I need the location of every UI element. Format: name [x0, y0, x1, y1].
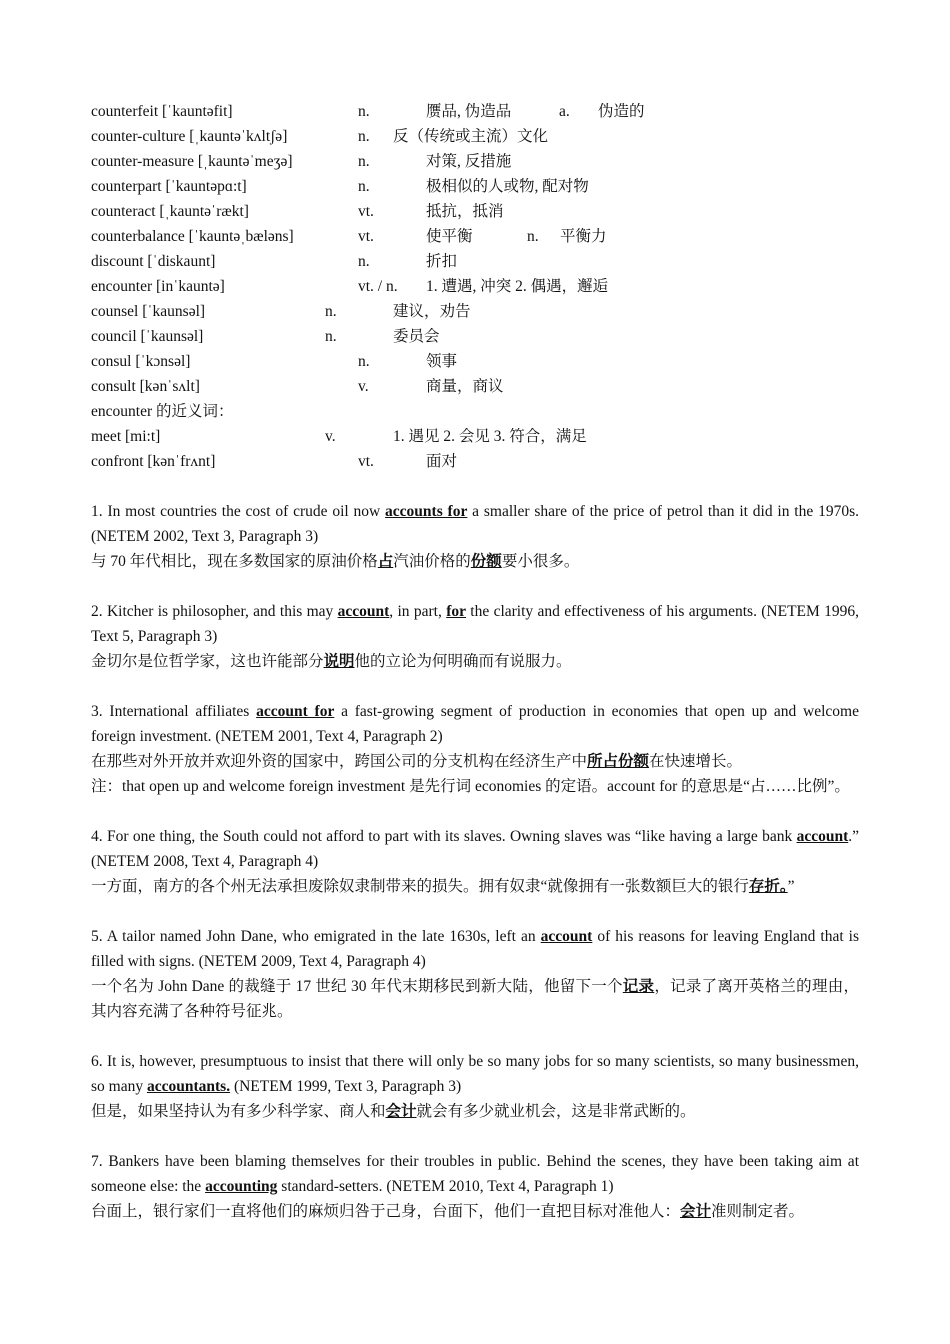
vocab-word: counterpart [ˈkauntəpɑ:t]: [91, 178, 247, 195]
vocab-word: discount [ˈdiskaunt]: [91, 253, 216, 270]
vocab-entry: [91, 449, 859, 474]
keyword: 份额: [470, 553, 502, 570]
vocab-entry: [91, 424, 859, 449]
vocab-word: counter-measure [ˌkauntəˈmeʒə]: [91, 153, 293, 170]
vocab-word: counter-culture [ˌkauntəˈkʌltʃə]: [91, 128, 288, 145]
keyword: account for: [256, 703, 335, 720]
keyword: 占: [377, 553, 394, 570]
example-7: [91, 1149, 859, 1224]
vocab-pos: n.: [325, 303, 337, 320]
example-chinese: 与 70 年代相比，现在多数国家的原油价格占汽油价格的份额要小很多。: [91, 553, 580, 570]
vocab-word: counsel [ˈkaunsəl]: [91, 303, 206, 320]
vocab-pos: n.: [358, 153, 370, 170]
vocab-pos: n.: [358, 178, 370, 195]
example-note: 注：that open up and welcome foreign investment 是先行词 economies 的定语。account for 的意思是“占……比例”。: [91, 778, 850, 795]
vocab-meaning: 1. 遭遇, 冲突 2. 偶遇，邂逅: [426, 278, 609, 295]
keyword: account: [796, 828, 849, 845]
vocab-meaning: 反（传统或主流）文化: [393, 128, 549, 145]
keyword: accountants.: [146, 1078, 231, 1095]
vocab-word: confront [kənˈfrʌnt]: [91, 453, 216, 470]
example-4: [91, 824, 859, 899]
example-chinese: 在那些对外开放并欢迎外资的国家中，跨国公司的分支机构在经济生产中所占份额在快速增长。: [91, 753, 743, 770]
keyword: 所占份额: [587, 753, 650, 770]
vocab-entry: [91, 324, 859, 349]
example-3: [91, 699, 859, 799]
vocab-pos: v.: [358, 378, 369, 395]
vocab-meaning: 极相似的人或物, 配对物: [426, 178, 589, 195]
example-english: 2. Kitcher is philosopher, and this may account, in part, for the clarity and effectiveness of his arguments. (NETEM 1996, Text 5, Paragraph 3): [91, 603, 860, 645]
vocab-pos: vt.: [358, 453, 374, 470]
keyword: account: [337, 603, 390, 620]
vocab-pos: vt. / n.: [358, 278, 398, 295]
vocab-word: consult [kənˈsʌlt]: [91, 378, 200, 395]
synonym-heading: encounter 的近义词：: [91, 403, 234, 420]
keyword: 会计: [680, 1203, 712, 1220]
keyword: accounting: [205, 1178, 278, 1195]
example-chinese: 台面上，银行家们一直将他们的麻烦归咎于己身，台面下，他们一直把目标对准他人：会计准则制定者。: [91, 1203, 805, 1220]
vocab-entry: [91, 299, 859, 324]
vocab-entry: [91, 124, 859, 149]
vocab-meaning: 商量，商议: [426, 378, 504, 395]
vocab-word: council [ˈkaunsəl]: [91, 328, 204, 345]
vocab-entry: [91, 149, 859, 174]
vocab-meaning: 建议，劝告: [393, 303, 471, 320]
keyword: account: [540, 928, 593, 945]
example-english: 6. It is, however, presumptuous to insist that there will only be so many jobs for so many scientists, so many businessmen, so many accountants. (NETEM 1999, Text 3, Paragraph 3): [91, 1053, 859, 1095]
vocab-pos: vt.: [358, 203, 374, 220]
vocab-word: meet [mi:t]: [91, 428, 161, 445]
vocab-meaning: 抵抗，抵消: [426, 203, 504, 220]
document-page: [91, 99, 859, 1224]
keyword: 存折。: [748, 878, 788, 895]
example-english: 1. In most countries the cost of crude oil now accounts for a smaller share of the price of petrol than it did in the 1970s. (NETEM 2002, Text 3, Paragraph 3): [91, 503, 859, 545]
vocabulary-list: [91, 99, 859, 474]
vocab-pos-2: a.: [559, 103, 570, 120]
vocab-heading: [91, 399, 859, 424]
vocab-meaning: 面对: [426, 453, 458, 470]
vocab-pos: n.: [358, 103, 370, 120]
keyword: for: [446, 603, 466, 620]
vocab-word: counterfeit [ˈkauntəfit]: [91, 103, 233, 120]
keyword: 记录: [622, 978, 655, 995]
vocab-meaning: 委员会: [393, 328, 440, 345]
example-1: [91, 499, 859, 574]
vocab-meaning: 折扣: [426, 253, 458, 270]
vocab-word: counteract [ˌkauntəˈrækt]: [91, 203, 249, 220]
vocab-meaning: 1. 遇见 2. 会见 3. 符合，满足: [393, 428, 587, 445]
vocab-meaning-2: 伪造的: [598, 103, 645, 120]
vocab-entry: [91, 174, 859, 199]
vocab-entry: [91, 349, 859, 374]
example-chinese: 一个名为 John Dane 的裁缝于 17 世纪 30 年代末期移民到新大陆，他留下一个记录，记录了离开英格兰的理由，其内容充满了各种符号征兆。: [91, 978, 859, 1020]
example-english: 3. International affiliates account for a fast-growing segment of production in economies that open up and welcome foreign investment. (NETEM 2001, Text 4, Paragraph 2): [91, 703, 859, 745]
example-english: 4. For one thing, the South could not afford to part with its slaves. Owning slaves was “like having a large bank account.” (NETEM 2008, Text 4, Paragraph 4): [91, 828, 859, 870]
vocab-meaning: 使平衡: [426, 228, 473, 245]
vocab-entry: [91, 199, 859, 224]
vocab-meaning: 赝品, 伪造品: [426, 103, 512, 120]
vocab-pos-2: n.: [527, 228, 539, 245]
example-6: [91, 1049, 859, 1124]
vocab-word: counterbalance [ˈkauntəˌbæləns]: [91, 228, 294, 245]
vocab-meaning: 对策, 反措施: [426, 153, 512, 170]
vocab-word: encounter [inˈkauntə]: [91, 278, 225, 295]
vocab-entry: [91, 374, 859, 399]
keyword: 会计: [385, 1103, 417, 1120]
example-chinese: 一方面，南方的各个州无法承担废除奴隶制带来的损失。拥有奴隶“就像拥有一张数额巨大的银行存折。”: [91, 878, 795, 895]
vocab-meaning: 领事: [426, 353, 458, 370]
vocab-word: consul [ˈkɔnsəl]: [91, 353, 191, 370]
example-5: [91, 924, 859, 1024]
vocab-pos: n.: [358, 353, 370, 370]
vocab-meaning-2: 平衡力: [560, 228, 607, 245]
example-chinese: 但是，如果坚持认为有多少科学家、商人和会计就会有多少就业机会，这是非常武断的。: [91, 1103, 696, 1120]
vocab-entry: [91, 224, 859, 249]
vocab-pos: n.: [358, 253, 370, 270]
keyword: accounts for: [385, 503, 468, 520]
vocab-pos: v.: [325, 428, 336, 445]
example-english: 5. A tailor named John Dane, who emigrated in the late 1630s, left an account of his reasons for leaving England that is filled with signs. (NETEM 2009, Text 4, Paragraph 4): [91, 928, 859, 970]
vocab-pos: n.: [358, 128, 370, 145]
example-chinese: 金切尔是位哲学家，这也许能部分说明他的立论为何明确而有说服力。: [91, 653, 572, 670]
vocab-entry: [91, 274, 859, 299]
keyword: 说明: [323, 653, 355, 670]
vocab-entry: [91, 99, 859, 124]
vocab-pos: vt.: [358, 228, 374, 245]
example-english: 7. Bankers have been blaming themselves for their troubles in public. Behind the scenes, they have been taking aim at someone else: the accounting standard-setters. (NETEM 2010, Text 4, Paragraph 1): [91, 1153, 859, 1195]
example-2: [91, 599, 859, 674]
vocab-entry: [91, 249, 859, 274]
vocab-pos: n.: [325, 328, 337, 345]
